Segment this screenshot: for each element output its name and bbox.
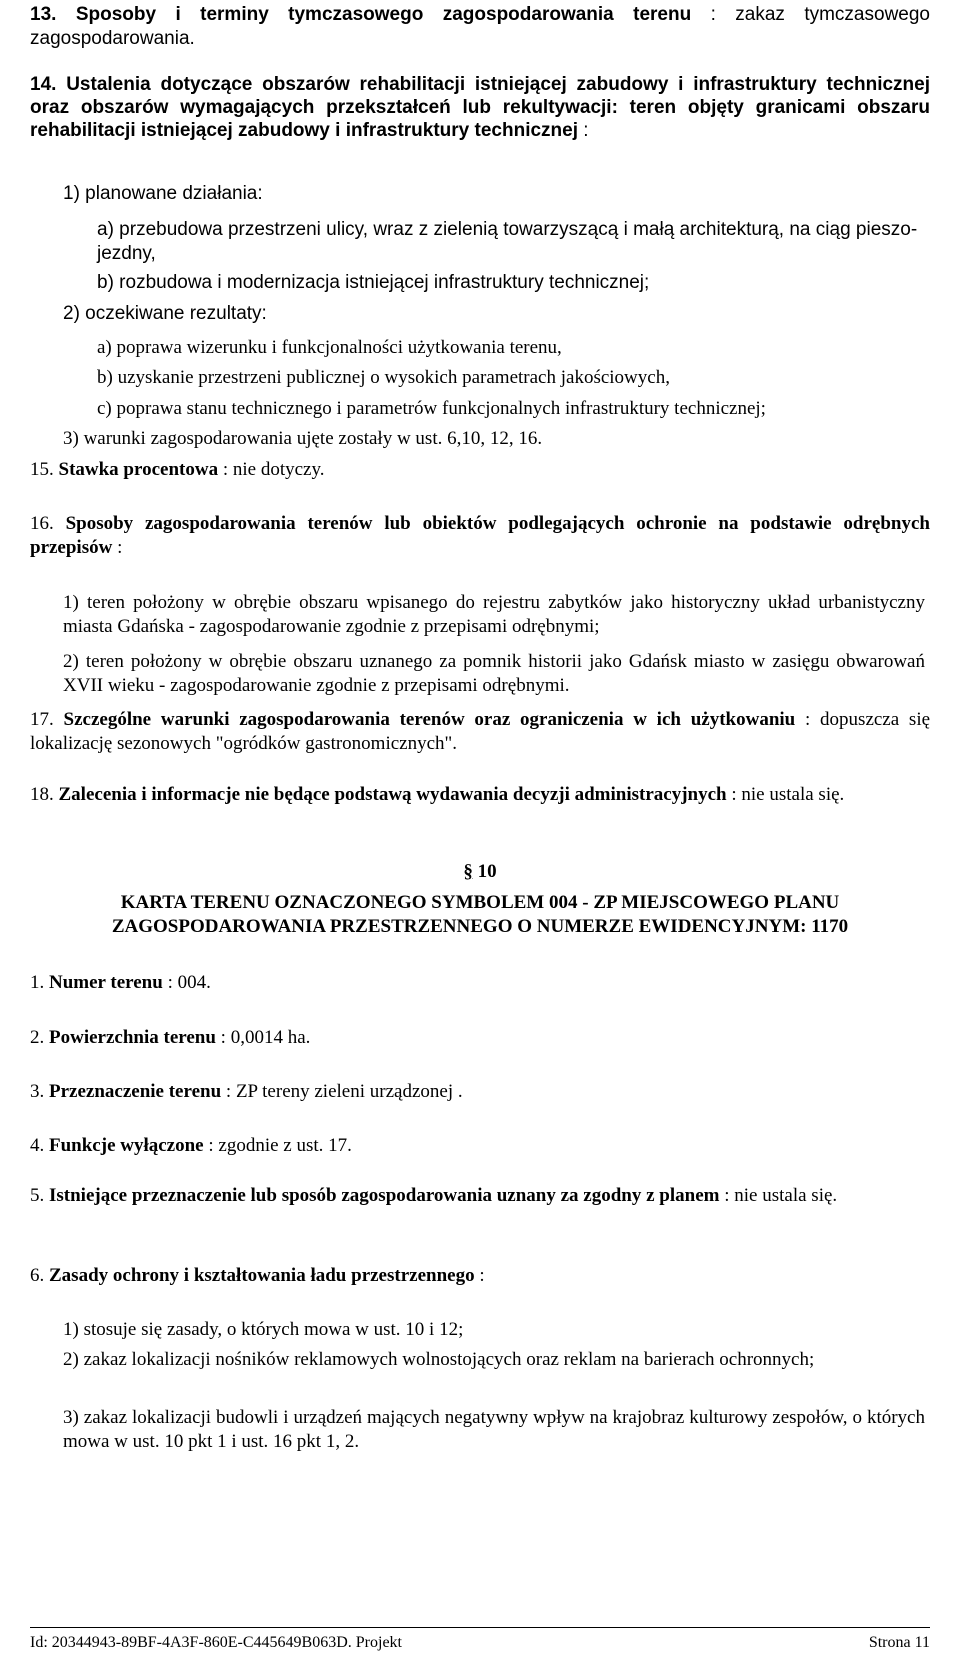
separator: : xyxy=(795,709,821,730)
paragraph-label: Szczególne warunki zagospodarowania terenów oraz ograniczenia w ich użytkowaniu xyxy=(63,709,796,730)
list-item: 1) planowane działania: xyxy=(63,183,263,204)
item-number: 5. xyxy=(30,1185,45,1206)
separator: : xyxy=(474,1265,485,1286)
separator: : xyxy=(691,4,736,25)
item-number: 6. xyxy=(30,1265,45,1286)
list-item xyxy=(63,1348,925,1372)
paragraph-value: nie ustala się. xyxy=(741,784,845,805)
separator: : xyxy=(203,1135,219,1156)
paragraph-number: 13. xyxy=(30,4,57,25)
paragraph-number: 17. xyxy=(30,709,54,730)
separator: : xyxy=(719,1185,735,1206)
list-item: 1) stosuje się zasady, o których mowa w ust. 10 i 12; xyxy=(63,1319,464,1340)
item-number: 3. xyxy=(30,1081,45,1102)
separator: : xyxy=(221,1081,236,1102)
list-item-text: 2) teren położony w obrębie obszaru uznanego za pomnik historii jako Gdańsk miasto w zasięgu obwarowań XVII wieku - zagospodarowanie zgodnie z przepisami odrębnymi. xyxy=(63,651,925,696)
item-label: Istniejące przeznaczenie lub sposób zagospodarowania uznany za zgodny z planem xyxy=(49,1185,720,1206)
paragraph-18 xyxy=(30,783,930,807)
paragraph-label: Ustalenia dotyczące obszarów rehabilitacji istniejącej zabudowy i infrastruktury technicznej oraz obszarów wymagających przekształceń lub rekultywacji: teren objęty granicami obszaru rehabilitacji istniejącej zabudowy i infrastruktury technicznej xyxy=(30,74,930,141)
list-item-text: 3) zakaz lokalizacji budowli i urządzeń mających negatywny wpływ na krajobraz kulturowy zespołów, o których mowa w ust. 10 pkt 1 i ust. 16 pkt 1, 2. xyxy=(63,1407,925,1452)
separator: : xyxy=(162,972,178,993)
separator: : xyxy=(218,459,233,480)
list-item xyxy=(63,1406,925,1454)
item-label: Powierzchnia terenu xyxy=(49,1027,216,1048)
page-footer xyxy=(30,1632,930,1654)
separator: : xyxy=(726,784,742,805)
footer-divider xyxy=(30,1627,930,1628)
section-item-2 xyxy=(30,1026,930,1050)
list-item: b) uzyskanie przestrzeni publicznej o wysokich parametrach jakościowych, xyxy=(97,367,670,388)
section-sign: § xyxy=(463,861,473,882)
paragraph-number: 14. xyxy=(30,74,57,95)
paragraph-13 xyxy=(30,3,930,51)
paragraph-value: dopuszcza się lokalizację sezonowych "ogródków gastronomicznych". xyxy=(30,709,931,754)
item-label: Numer terenu xyxy=(49,972,163,993)
section-item-6 xyxy=(30,1264,930,1288)
item-label: Przeznaczenie terenu xyxy=(49,1081,222,1102)
section-title-line-2: ZAGOSPODAROWANIA PRZESTRZENNEGO O NUMERZE EWIDENCYJNYM: 1170 xyxy=(111,916,849,937)
section-item-4 xyxy=(30,1134,930,1158)
paragraph-number: 15. xyxy=(30,459,54,480)
paragraph-label: Sposoby i terminy tymczasowego zagospodarowania terenu xyxy=(75,4,692,25)
separator: : xyxy=(578,120,589,141)
list-item: a) poprawa wizerunku i funkcjonalności użytkowania terenu, xyxy=(97,337,562,358)
separator: : xyxy=(112,537,123,558)
list-item: c) poprawa stanu technicznego i parametrów funkcjonalnych infrastruktury technicznej; xyxy=(97,398,766,419)
item-value: ZP tereny zieleni urządzonej . xyxy=(235,1081,463,1102)
item-number: 2. xyxy=(30,1027,45,1048)
paragraph-16 xyxy=(30,512,930,560)
list-item xyxy=(63,650,925,698)
item-label: Funkcje wyłączone xyxy=(49,1135,204,1156)
list-item: b) rozbudowa i modernizacja istniejącej infrastruktury technicznej; xyxy=(97,272,650,293)
list-item: a) przebudowa przestrzeni ulicy, wraz z zielenią towarzyszącą i małą architekturą, na ciąg pieszo-jezdny, xyxy=(97,219,918,264)
list-item: 3) warunki zagospodarowania ujęte zostały w ust. 6,10, 12, 16. xyxy=(63,428,543,449)
separator: : xyxy=(215,1027,231,1048)
paragraph-number: 16. xyxy=(30,513,54,534)
item-number: 4. xyxy=(30,1135,45,1156)
document-id: Id: 20344943-89BF-4A3F-860E-C445649B063D. Projekt xyxy=(30,1634,402,1651)
item-value: 004. xyxy=(177,972,211,993)
paragraph-14 xyxy=(30,73,930,142)
paragraph-label: Zalecenia i informacje nie będące podstawą wydawania decyzji administracyjnych xyxy=(58,784,727,805)
paragraph-label: Sposoby zagospodarowania terenów lub obiektów podlegających ochronie na podstawie odrębnych przepisów xyxy=(30,513,930,558)
list-item-text: 2) zakaz lokalizacji nośników reklamowych wolnostojących oraz reklam na barierach ochronnych; xyxy=(63,1349,815,1370)
paragraph-15 xyxy=(30,458,930,482)
paragraph-value: nie dotyczy. xyxy=(232,459,325,480)
list-item xyxy=(63,591,925,639)
paragraph-number: 18. xyxy=(30,784,54,805)
list-item: 2) oczekiwane rezultaty: xyxy=(63,303,267,324)
item-value: nie ustala się. xyxy=(734,1185,838,1206)
section-item-5 xyxy=(30,1184,930,1208)
section-number-value: 10 xyxy=(477,861,497,882)
item-number: 1. xyxy=(30,972,45,993)
item-label: Zasady ochrony i kształtowania ładu przestrzennego xyxy=(49,1265,475,1286)
paragraph-value: zakaz tymczasowego zagospodarowania. xyxy=(30,4,930,49)
page-number: Strona 11 xyxy=(868,1634,930,1651)
section-item-3 xyxy=(30,1080,930,1104)
section-title-line-1: KARTA TERENU OZNACZONEGO SYMBOLEM 004 - ZP MIEJSCOWEGO PLANU xyxy=(120,892,840,913)
item-value: 0,0014 ha. xyxy=(230,1027,311,1048)
list-item-text: 1) teren położony w obrębie obszaru wpisanego do rejestru zabytków jako historyczny układ urbanistyczny miasta Gdańska - zagospodarowanie zgodnie z przepisami odrębnymi; xyxy=(63,592,925,637)
item-value: zgodnie z ust. 17. xyxy=(218,1135,352,1156)
paragraph-label: Stawka procentowa xyxy=(58,459,219,480)
section-item-1 xyxy=(30,971,930,995)
section-number xyxy=(0,860,960,884)
paragraph-17 xyxy=(30,708,930,756)
